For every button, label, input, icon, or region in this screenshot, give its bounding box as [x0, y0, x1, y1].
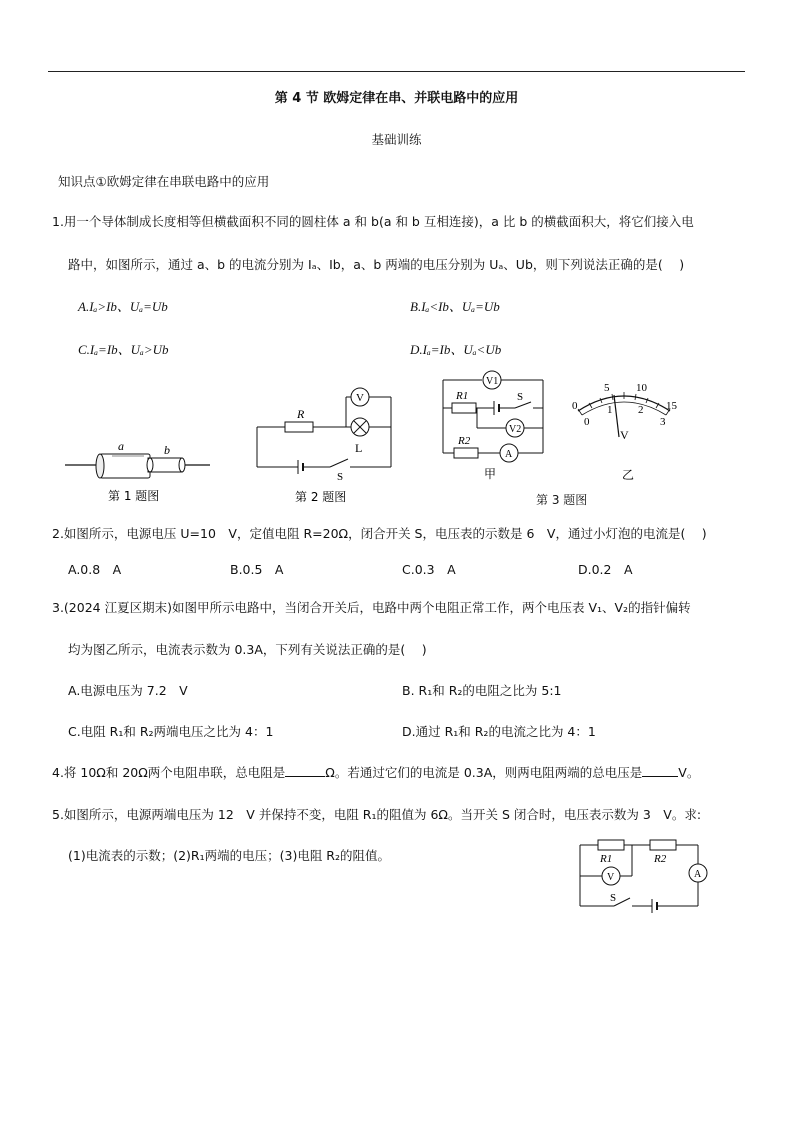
fig2-label-l: L [355, 441, 363, 455]
dial-top-0: 0 [572, 400, 578, 412]
q4-blank-2[interactable] [642, 765, 678, 777]
fig3-label-jia: 甲 [484, 467, 497, 481]
q3-stem-line1: 3.(2024 江夏区期末)如图甲所示电路中，当闭合开关后，电路中两个电阻正常工作，两个电压表 V₁、V₂的指针偏转 [52, 600, 691, 615]
page-title: 第 4 节 欧姆定律在串、并联电路中的应用 [274, 91, 519, 106]
dial-bottom-3: 3 [660, 416, 666, 428]
q2-option-b: B.0.5 A [230, 562, 284, 577]
fig5-label-v: V [607, 872, 615, 883]
dial-top-5: 5 [604, 382, 610, 394]
fig2-caption: 第 2 题图 [295, 490, 347, 504]
dial-bottom-2: 2 [638, 404, 644, 416]
fig1-label-b: b [164, 443, 170, 457]
fig3-label-v2: V2 [509, 424, 522, 435]
fig3-label-a: A [505, 449, 513, 460]
q5-stem-line2: (1)电流表的示数；(2)R₁两端的电压；(3)电阻 R₂的阻值。 [68, 848, 390, 863]
section-heading: 知识点①欧姆定律在串联电路中的应用 [58, 174, 270, 189]
q2-option-d: D.0.2 A [578, 562, 633, 577]
fig1-caption: 第 1 题图 [108, 489, 160, 503]
q3-option-d: D.通过 R₁和 R₂的电流之比为 4：1 [402, 724, 596, 739]
fig2-label-r: R [297, 407, 305, 421]
fig3-label-yi: 乙 [622, 468, 635, 482]
q1-option-b: B.Iₐ<Ib、Uₐ=Ub [410, 299, 500, 314]
fig2-label-v: V [356, 392, 364, 404]
q3-option-c: C.电阻 R₁和 R₂两端电压之比为 4：1 [68, 724, 274, 739]
q1-option-c: C.Iₐ=Ib、Uₐ>Ub [78, 342, 169, 357]
figure-2-circuit [245, 380, 405, 510]
q3-stem-line2: 均为图乙所示，电流表示数为 0.3A，下列有关说法正确的是( ) [68, 642, 427, 657]
fig5-label-r2: R2 [654, 853, 667, 865]
q1-stem-line2: 路中，如图所示，通过 a、b 的电流分别为 Iₐ、Ib，a、b 两端的电压分别为 Uₐ、Ub，则下列说法正确的是( ) [68, 257, 685, 272]
fig3-label-s: S [517, 391, 524, 403]
figure-5-circuit [570, 835, 720, 915]
fig5-label-a: A [694, 869, 702, 880]
fig5-label-r1: R1 [600, 853, 613, 865]
q3-option-b: B. R₁和 R₂的电阻之比为 5:1 [402, 683, 562, 698]
q1-stem-line1: 1.用一个导体制成长度相等但横截面积不同的圆柱体 a 和 b(a 和 b 互相连接)，a 比 b 的横截面积大，将它们接入电 [52, 214, 694, 229]
fig5-label-s: S [610, 892, 617, 904]
q2-option-c: C.0.3 A [402, 562, 456, 577]
fig3-label-r2: R2 [458, 435, 471, 447]
header-rule [48, 71, 745, 72]
q5-stem-line1: 5.如图所示，电源两端电压为 12 V 并保持不变，电阻 R₁的阻值为 6Ω。当开关 S 闭合时，电压表示数为 3 V。求: [52, 807, 702, 822]
dial-top-10: 10 [636, 382, 647, 394]
fig3-label-v1: V1 [486, 376, 499, 387]
q2-option-a: A.0.8 A [68, 562, 122, 577]
dial-bottom-1: 1 [607, 404, 613, 416]
page-subtitle: 基础训练 [371, 132, 422, 147]
dial-bottom-0: 0 [584, 416, 590, 428]
q1-option-a: A.Iₐ>Ib、Uₐ=Ub [78, 299, 168, 314]
dial-unit-v: V [620, 428, 629, 442]
q3-option-a: A.电源电压为 7.2 V [68, 683, 188, 698]
fig1-label-a: a [118, 439, 124, 453]
q4-part3: V。 [678, 765, 700, 780]
figure-3-voltmeter-yi [562, 375, 687, 490]
fig2-label-s: S [337, 471, 344, 483]
figure-3-circuit-jia [430, 366, 555, 486]
q4-part1: 4.将 10Ω和 20Ω两个电阻串联，总电阻是 [52, 765, 286, 780]
q1-option-d: D.Iₐ=Ib、Uₐ<Ub [410, 342, 502, 357]
fig3-label-r1: R1 [456, 390, 469, 402]
q4-blank-1[interactable] [285, 765, 325, 777]
fig3-caption: 第 3 题图 [536, 493, 588, 507]
q4-part2: Ω。若通过它们的电流是 0.3A，则两电阻两端的总电压是 [325, 765, 643, 780]
q2-stem: 2.如图所示，电源电压 U=10 V，定值电阻 R=20Ω，闭合开关 S，电压表的示数是 6 V，通过小灯泡的电流是( ) [52, 526, 707, 541]
q4-stem [52, 763, 699, 781]
dial-top-15: 15 [666, 400, 677, 412]
figure-1-conductor [60, 436, 220, 516]
